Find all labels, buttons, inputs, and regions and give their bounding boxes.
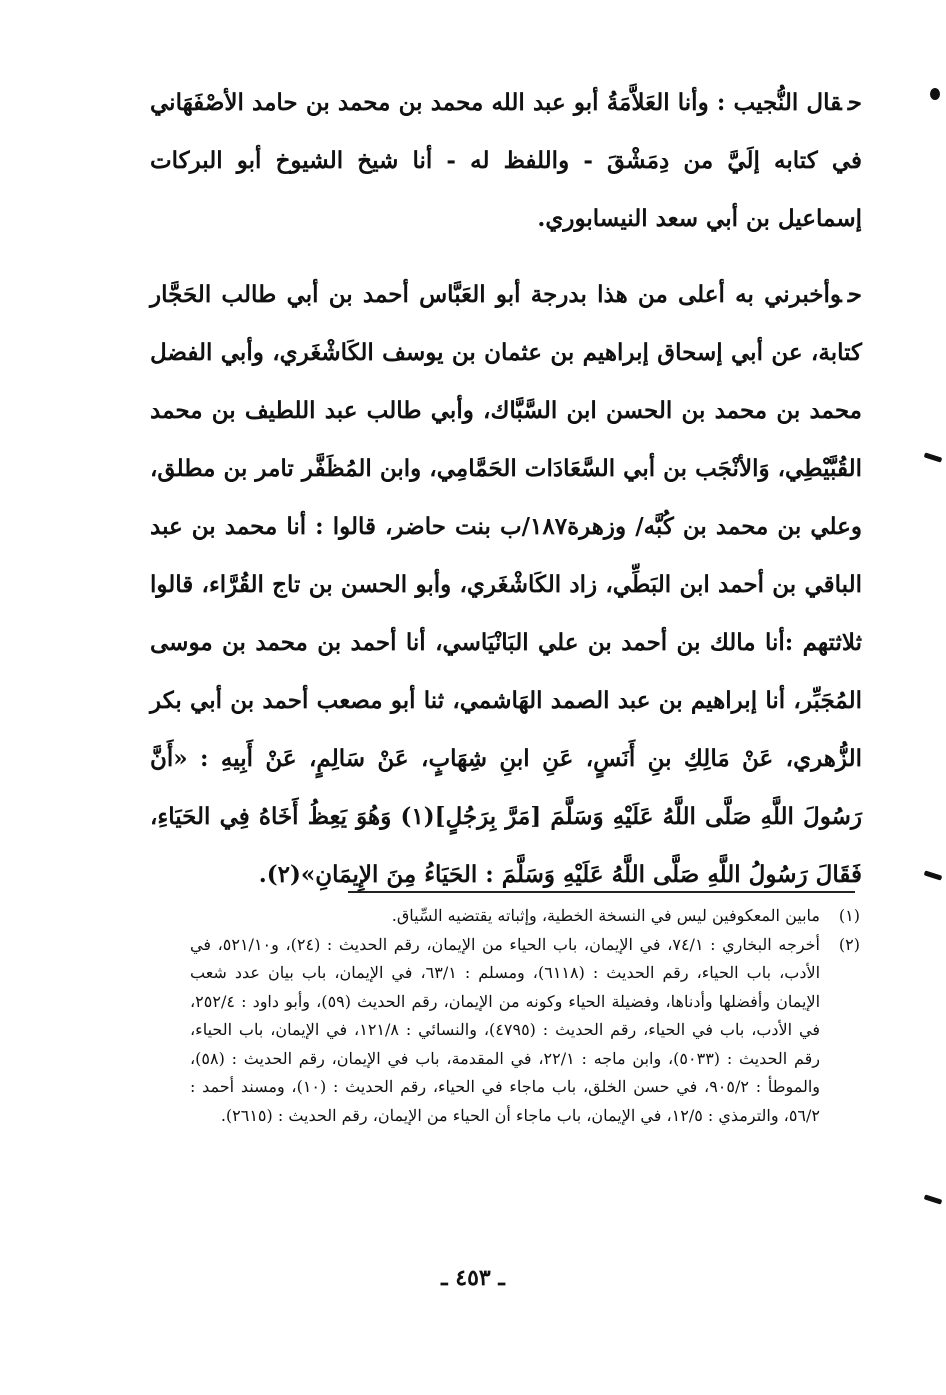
paragraph-2 [150, 266, 862, 904]
paragraph-1-text: قال النُّجيب : وأنا العَلاَّمَةُ أبو عبد الله محمد بن محمد بن حامد الأصْفَهَاني في كتابه إلَيَّ من دِمَشْقَ - واللفظ له - أنا شيخ الشيوخ أبو البركات إسماعيل بن أبي سعد النيسابوري. [150, 89, 862, 232]
scan-speck [924, 1194, 943, 1204]
footnote-2 [190, 931, 860, 1131]
footnotes [190, 902, 860, 1130]
scan-speck [924, 452, 943, 462]
footnote-1-text: مابين المعكوفين ليس في النسخة الخطية، وإثباته يقتضيه السِّياق. [391, 906, 820, 925]
paragraph-2-marker: ح [847, 281, 862, 308]
scan-speck [930, 88, 940, 100]
footnote-1-number: (١) [838, 906, 860, 925]
paragraph-1-marker: ح [847, 89, 862, 116]
footnote-divider [348, 891, 855, 893]
scan-speck [924, 870, 943, 880]
page-number: ـ ٤٥٣ ـ [441, 1265, 505, 1291]
paragraph-1 [150, 74, 862, 248]
footnote-2-text: أخرجه البخاري : ٧٤/١، في الإيمان، باب الحياء من الإيمان، رقم الحديث : (٢٤)، و٥٢١/١٠، في الأدب، باب الحياء، رقم الحديث : (٦١١٨)، ومسلم : ٦٣/١، في الإيمان، باب بيان عدد شعب الإيمان وأفضلها وأدناها، وفضيلة الحياء وكونه من الإيمان، رقم الحديث (٥٩)، وأبو داود : ٢٥٢/٤، في الأدب، باب في الحياء، رقم الحديث : (٤٧٩٥)، والنسائي : ١٢١/٨، في الإيمان، باب الحياء، رقم الحديث : (٥٠٣٣)، وابن ماجه : ٢٢/١، في المقدمة، باب في الإيمان، رقم الحديث : (٥٨)، والموطأ : ٩٠٥/٢، في حسن الخلق، باب ماجاء في الحياء، رقم الحديث : (١٠)، ومسند أحمد : ٥٦/٢، والترمذي : ١٢/٥، في الإيمان، باب ماجاء أن الحياء من الإيمان، رقم الحديث : (٢٦١٥). [190, 934, 821, 1125]
footnote-2-number: (٢) [838, 934, 860, 954]
paragraph-2-text: وأخبرني به أعلى من هذا بدرجة أبو العَبَّاس أحمد بن أبي طالب الحَجَّار كتابة، عن أبي إسحاق إبراهيم بن عثمان بن يوسف الكَاشْغَري، وأبي الفضل محمد بن محمد بن الحسن ابن السَّبَّاك، وأبي طالب عبد اللطيف بن محمد القُبَّيْطِي، وَالأنْجَب بن أبي السَّعَادَات الحَمَّامِي، وابن المُظَفَّر تامر بن مطلق، وعلي بن محمد بن كُبَّه/ وزهرة١٨٧/ب بنت حاضر، قالوا : أنا محمد بن عبد الباقي بن أحمد ابن البَطِّي، زاد الكَاشْغَري، وأبو الحسن بن تاج القُرَّاء، قالوا ثلاثتهم :أنا مالك بن أحمد بن علي البَانْيَاسي، أنا أحمد بن محمد بن موسى المُجَبِّر، أنا إبراهيم بن عبد الصمد الهَاشمي، ثنا أبو مصعب أحمد بن أبي بكر الزُّهري، عَنْ مَالِكِ بنِ أَنَسٍ، عَنِ ابنِ شِهَابٍ، عَنْ سَالِمٍ، عَنْ أَبِيهِ : «أَنَّ رَسُولَ اللَّهِ صَلَّى اللَّهُ عَلَيْهِ وَسَلَّمَ [مَرَّ بِرَجُلٍ](١) وَهُوَ يَعِظُ أَخَاهُ فِي الحَيَاءِ، فَقَالَ رَسُولُ اللَّهِ صَلَّى اللَّهُ عَلَيْهِ وَسَلَّمَ : الحَيَاءُ مِنَ الإِيمَانِ»(٢). [150, 281, 863, 888]
footnote-1 [190, 902, 860, 931]
main-text [150, 74, 862, 904]
